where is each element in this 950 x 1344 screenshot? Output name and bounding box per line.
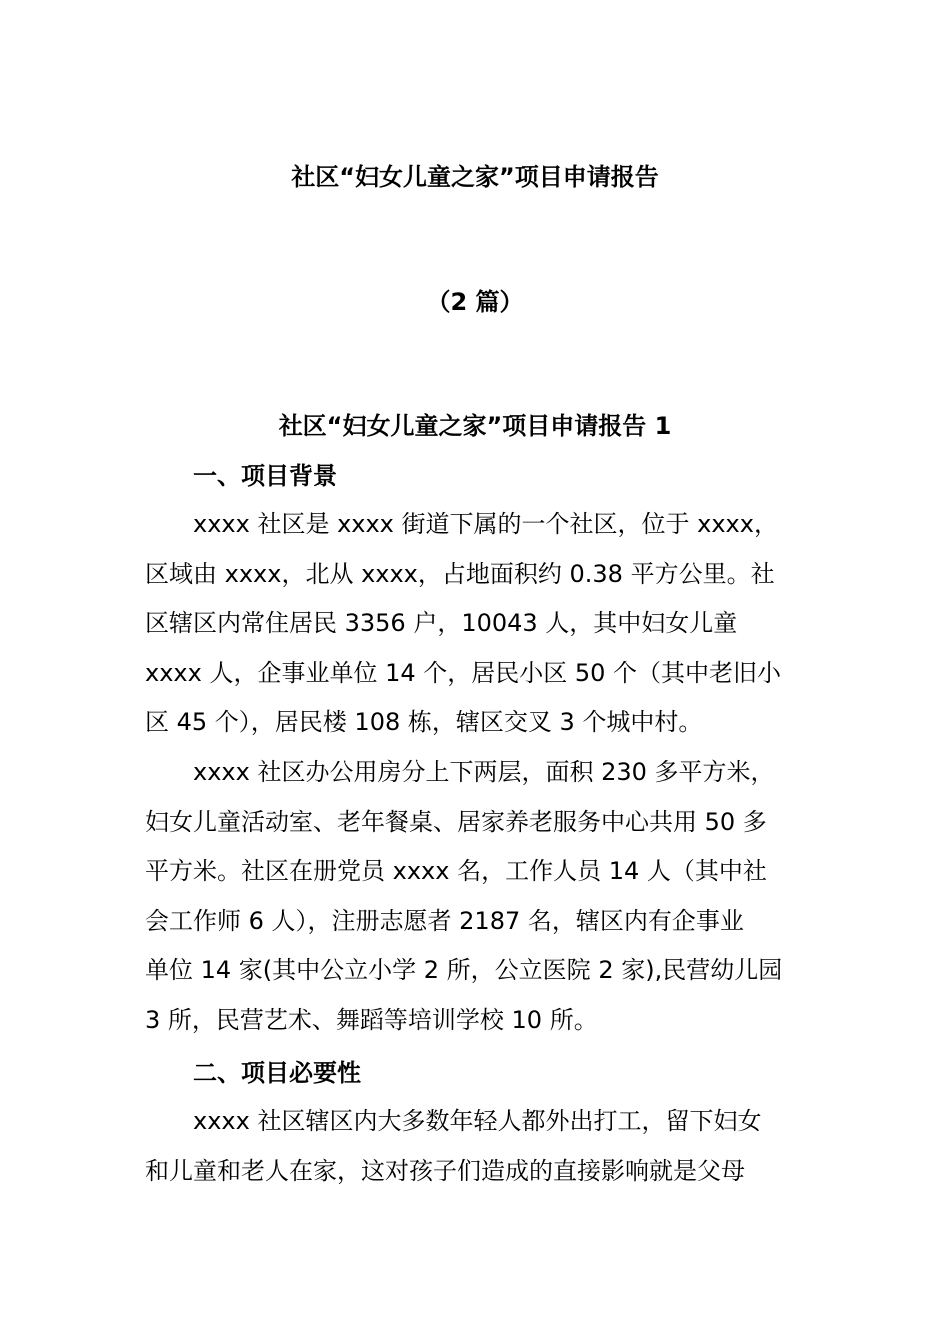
text-line: xxxx 社区是 xxxx 街道下属的一个社区，位于 xxxx， — [193, 510, 778, 538]
document-title: 社区“妇女儿童之家”项目申请报告 — [291, 163, 659, 191]
text-line: xxxx 社区辖区内大多数年轻人都外出打工，留下妇女 — [193, 1107, 762, 1135]
text-line: 区域由 xxxx，北从 xxxx，占地面积约 0.38 平方公里。社 — [145, 559, 775, 588]
text-line: xxxx 社区办公用房分上下两层，面积 230 多平方米， — [193, 758, 775, 786]
text-line: 3 所，民营艺术、舞蹈等培训学校 10 所。 — [145, 1005, 598, 1034]
text-line: 和儿童和老人在家，这对孩子们造成的直接影响就是父母 — [145, 1156, 745, 1185]
text-line: 妇女儿童活动室、老年餐桌、居家养老服务中心共用 50 多 — [145, 807, 767, 836]
text-line: 会工作师 6 人），注册志愿者 2187 名，辖区内有企事业 — [145, 906, 744, 935]
paragraph-background-2 — [145, 748, 810, 1046]
heading-background: 一、项目背景 — [193, 462, 337, 490]
text-line: 区 45 个），居民楼 108 栋，辖区交叉 3 个城中村。 — [145, 708, 703, 737]
heading-necessity: 二、项目必要性 — [193, 1059, 361, 1087]
section-title: 社区“妇女儿童之家”项目申请报告 1 — [278, 412, 672, 440]
paragraph-background-1 — [145, 500, 810, 748]
text-line: 单位 14 家(其中公立小学 2 所，公立医院 2 家),民营幼儿园 — [145, 956, 783, 985]
text-line: 平方米。社区在册党员 xxxx 名，工作人员 14 人（其中社 — [145, 857, 767, 886]
paragraph-necessity-1 — [145, 1097, 810, 1196]
document-subtitle: （2 篇） — [426, 288, 524, 316]
text-line: xxxx 人，企事业单位 14 个，居民小区 50 个（其中老旧小 — [145, 658, 782, 687]
text-line: 区辖区内常住居民 3356 户，10043 人，其中妇女儿童 — [145, 609, 738, 638]
